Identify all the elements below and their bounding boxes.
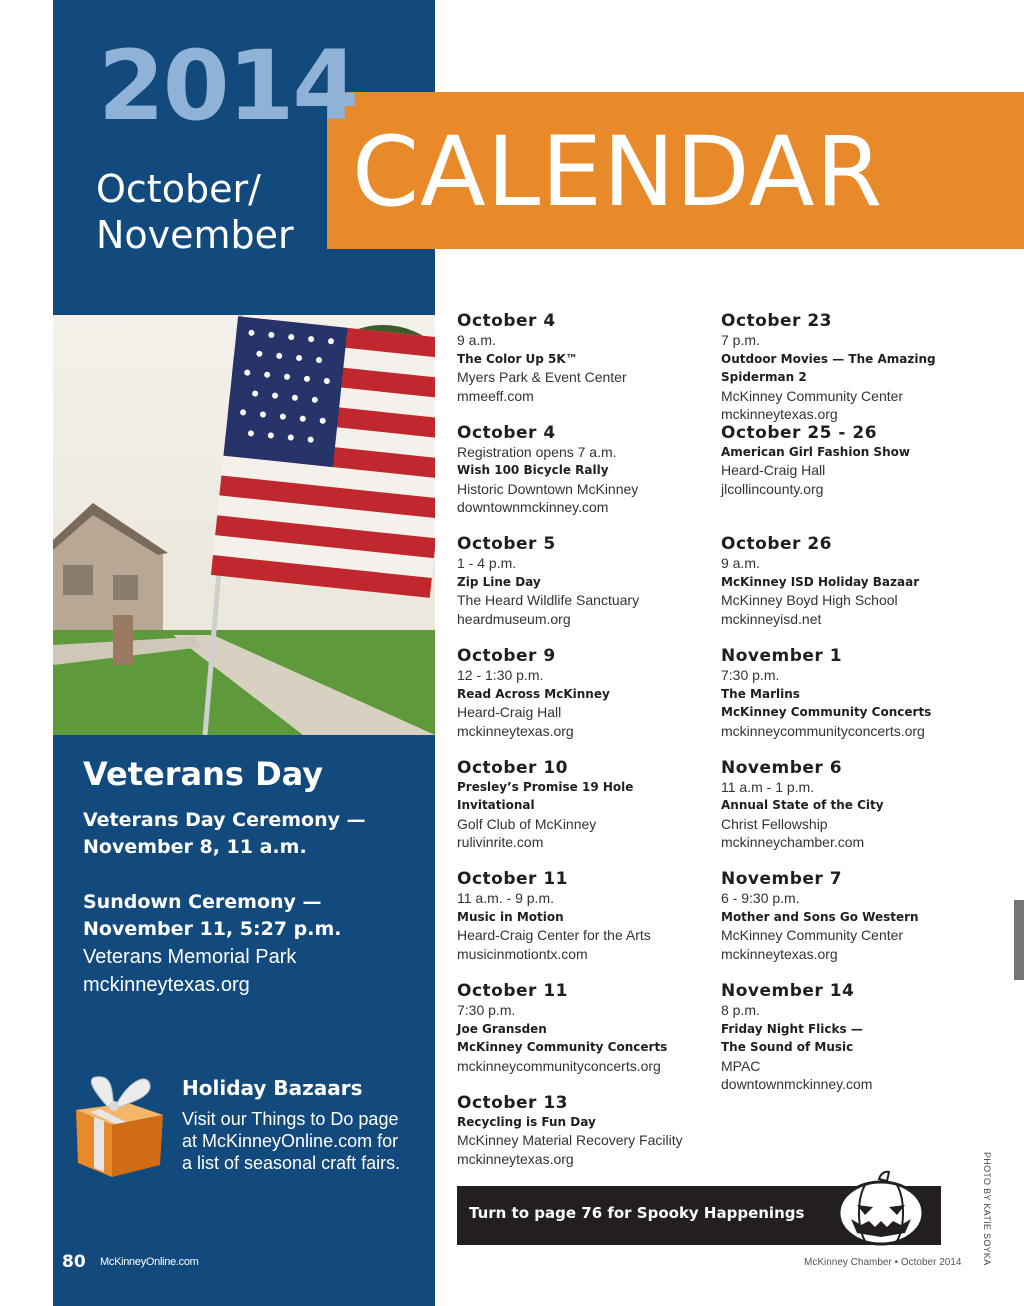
event-title: Outdoor Movies — The Amazing	[721, 351, 936, 366]
calendar-event	[457, 981, 717, 1093]
event-detail: McKinney Material Recovery Facility	[457, 1132, 683, 1149]
veterans-ceremony-2	[83, 889, 423, 943]
calendar-event	[721, 758, 971, 870]
event-title: Friday Night Flicks —	[721, 1021, 863, 1036]
event-date: October 5	[457, 534, 556, 555]
event-detail: McKinney Community Center	[721, 387, 904, 404]
event-date: October 4	[457, 422, 556, 443]
event-detail: mckinneycommunityconcerts.org	[721, 722, 925, 739]
event-detail: mckinneytexas.org	[457, 1150, 574, 1167]
event-detail: mckinneyisd.net	[721, 610, 822, 627]
event-detail: 1 - 4 p.m.	[457, 555, 517, 572]
calendar-event	[721, 534, 971, 646]
event-detail: 7 p.m.	[721, 332, 760, 348]
calendar-event	[457, 869, 717, 981]
event-title: Recycling is Fun Day	[457, 1114, 596, 1129]
ceremony-2-line-1: Sundown Ceremony —	[83, 891, 322, 913]
event-title: Joe Gransden	[457, 1021, 547, 1036]
months-line-2: November	[96, 213, 294, 257]
event-title: Wish 100 Bicycle Rally	[457, 463, 609, 478]
event-date: October 4	[457, 311, 556, 331]
event-detail: mckinneytexas.org	[457, 722, 574, 739]
event-title: American Girl Fashion Show	[721, 444, 910, 459]
calendar-event	[457, 758, 717, 870]
event-detail: McKinney Boyd High School	[721, 592, 898, 609]
event-title: Invitational	[457, 798, 535, 813]
event-date: October 9	[457, 646, 556, 667]
event-title: Spiderman 2	[721, 370, 807, 384]
event-date: November 7	[721, 869, 843, 890]
event-detail: McKinney Community Center	[721, 927, 904, 944]
gift-box-icon	[68, 1065, 170, 1180]
footer-publication: McKinney Chamber • October 2014	[804, 1257, 962, 1268]
spooky-banner[interactable]	[457, 1186, 941, 1245]
event-title: McKinney ISD Holiday Bazaar	[721, 574, 920, 589]
events-column-right	[721, 311, 971, 1093]
event-title: McKinney Community Concerts	[457, 1040, 668, 1055]
veterans-day-section	[83, 755, 423, 999]
event-date: October 23	[721, 311, 832, 331]
event-detail: 11 a.m - 1 p.m.	[721, 778, 815, 795]
holiday-text-3: a list of seasonal craft fairs.	[182, 1153, 401, 1173]
page-edge	[1014, 900, 1024, 980]
months-heading	[96, 166, 294, 258]
event-detail: 9 a.m.	[721, 555, 760, 572]
event-detail: Christ Fellowship	[721, 815, 828, 832]
event-date: October 26	[721, 534, 832, 555]
event-detail: 7:30 p.m.	[721, 667, 780, 684]
event-date: October 11	[457, 869, 568, 890]
event-detail: downtownmckinney.com	[457, 499, 609, 516]
veterans-location: Veterans Memorial Park	[83, 946, 297, 968]
event-detail: 7:30 p.m.	[457, 1002, 516, 1019]
event-title: Presley’s Promise 19 Hole	[457, 779, 634, 794]
calendar-event	[721, 646, 971, 758]
calendar-event	[721, 311, 971, 423]
event-title: Music in Motion	[457, 909, 564, 924]
event-detail: Heard-Craig Hall	[457, 704, 562, 721]
event-date: October 13	[457, 1092, 568, 1113]
calendar-event	[457, 534, 717, 646]
event-detail: mmeeff.com	[457, 387, 534, 404]
year-heading: 2014	[98, 30, 358, 142]
event-detail: 9 a.m.	[457, 332, 496, 348]
event-detail: downtownmckinney.com	[721, 1076, 873, 1093]
event-title: The Color Up 5K™	[457, 351, 578, 366]
calendar-event	[721, 869, 971, 981]
event-detail: Heard-Craig Hall	[721, 462, 826, 479]
event-detail: mckinneytexas.org	[721, 406, 838, 422]
jack-o-lantern-icon	[835, 1169, 927, 1247]
event-detail: Heard-Craig Center for the Arts	[457, 927, 651, 944]
event-date: October 25 - 26	[721, 422, 878, 443]
event-title: The Marlins	[721, 686, 800, 701]
event-detail: Registration opens 7 a.m.	[457, 443, 617, 460]
calendar-title: CALENDAR	[352, 116, 884, 228]
event-date: November 1	[721, 646, 843, 667]
calendar-event	[457, 423, 717, 535]
holiday-bazaars-title: Holiday Bazaars	[182, 1076, 363, 1100]
calendar-event	[721, 423, 971, 535]
spooky-banner-text: Turn to page 76 for Spooky Happenings	[469, 1204, 805, 1222]
event-date: November 6	[721, 757, 843, 778]
ceremony-1-line-1: Veterans Day Ceremony —	[83, 809, 366, 831]
months-line-1: October/	[96, 167, 261, 211]
holiday-text-1: Visit our Things to Do page	[182, 1109, 399, 1129]
veterans-ceremony-1	[83, 807, 423, 861]
calendar-event	[457, 311, 717, 423]
page-number: 80	[62, 1252, 86, 1272]
event-date: November 14	[721, 981, 855, 1002]
event-title: Read Across McKinney	[457, 686, 610, 701]
event-detail: Golf Club of McKinney	[457, 815, 597, 832]
event-title: Annual State of the City	[721, 798, 884, 813]
footer-site[interactable]: McKinneyOnline.com	[100, 1256, 199, 1268]
event-detail: musicinmotiontx.com	[457, 945, 588, 962]
event-detail: mckinneychamber.com	[721, 834, 865, 851]
event-date: October 11	[457, 981, 568, 1002]
event-title: Mother and Sons Go Western	[721, 909, 919, 924]
event-detail: mckinneytexas.org	[721, 945, 838, 962]
ceremony-2-line-2: November 11, 5:27 p.m.	[83, 918, 342, 940]
event-title: McKinney Community Concerts	[721, 705, 932, 720]
holiday-text-2: at McKinneyOnline.com for	[182, 1131, 399, 1151]
ceremony-1-line-2: November 8, 11 a.m.	[83, 836, 307, 858]
events-column-left	[457, 311, 717, 1205]
event-detail: MPAC	[721, 1057, 761, 1074]
event-title: Zip Line Day	[457, 574, 541, 589]
event-detail: 12 - 1:30 p.m.	[457, 667, 544, 684]
event-detail: Myers Park & Event Center	[457, 369, 627, 385]
photo-credit: PHOTO BY KATIE SOYKA	[982, 1152, 992, 1266]
event-detail: mckinneycommunityconcerts.org	[457, 1057, 661, 1074]
event-detail: 6 - 9:30 p.m.	[721, 890, 800, 907]
event-title: The Sound of Music	[721, 1040, 854, 1055]
holiday-bazaars-section	[182, 1076, 422, 1174]
veterans-day-title: Veterans Day	[83, 755, 324, 793]
calendar-event	[457, 646, 717, 758]
veterans-website[interactable]: mckinneytexas.org	[83, 974, 250, 996]
flag-photo	[53, 315, 435, 735]
event-detail: The Heard Wildlife Sanctuary	[457, 592, 640, 609]
event-detail: 11 a.m. - 9 p.m.	[457, 890, 554, 907]
calendar-event	[721, 981, 971, 1093]
event-detail: 8 p.m.	[721, 1002, 760, 1019]
event-detail: heardmuseum.org	[457, 610, 571, 627]
event-detail: rulivinrite.com	[457, 834, 544, 851]
event-date: October 10	[457, 757, 568, 778]
event-detail: jlcollincounty.org	[721, 480, 824, 497]
event-detail: Historic Downtown McKinney	[457, 480, 639, 497]
